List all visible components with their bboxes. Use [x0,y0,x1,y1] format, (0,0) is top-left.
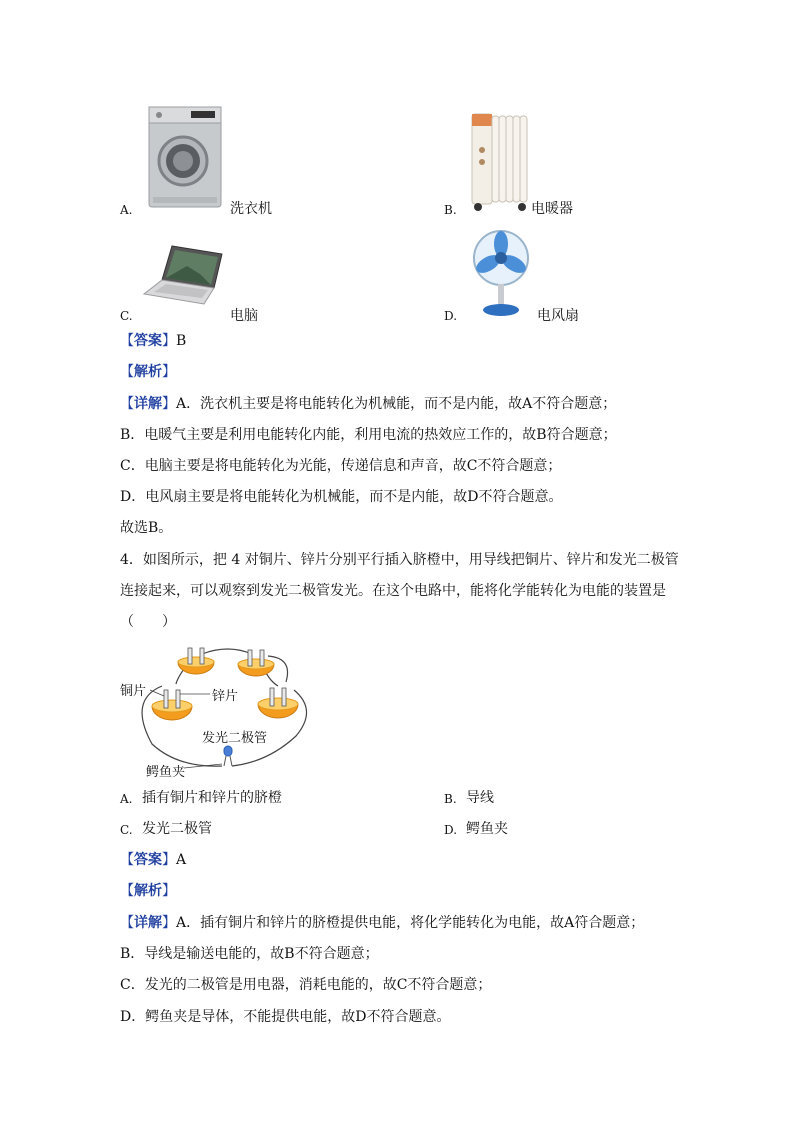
q4-analysis-heading: 【解析】 [120,883,176,899]
q4-stem-line1: 4．如图所示，把 4 对铜片、锌片分别平行插入脐橙中，用导线把铜片、锌片和发光二极管 [120,552,679,568]
option-label: 插有铜片和锌片的脐橙 [142,790,282,806]
option-label: 电脑 [230,308,258,324]
q3-explanation-c: C．电脑主要是将电能转化为光能，传递信息和声音，故C不符合题意； [120,458,562,474]
option-letter: B. [444,203,457,217]
orange-half [178,657,214,674]
answer-tag: 答案 [134,852,162,868]
laptop-icon [142,244,224,306]
q4-explanation-b: B．导线是输送电能的，故B不符合题意； [120,946,379,962]
q3-answer-line: 【答案】B [120,333,187,349]
option-letter: B. [444,792,457,806]
option-label: 洗衣机 [230,201,272,217]
label-copper: 铜片 [120,684,147,699]
orange-half [258,698,298,718]
option-label: 电暖器 [531,201,573,217]
orange-half [152,700,192,720]
option-label: 鳄鱼夹 [466,821,508,837]
option-label: 导线 [466,790,494,806]
q3-analysis-heading: 【解析】 [120,364,176,380]
label-zinc: 锌片 [212,689,239,704]
q4-stem-line2: 连接起来，可以观察到发光二极管发光。在这个电路中，能将化学能转化为电能的装置是 [120,583,666,599]
option-label: 电风扇 [537,308,579,324]
option-letter: D. [444,309,458,323]
option-letter: A. [120,792,133,806]
q4-stem-blank: （ ） [120,614,176,630]
q3-explanation-b: B．电暖气主要是利用电能转化内能，利用电流的热效应工作的，故B符合题意； [120,427,617,443]
washing-machine-icon [147,105,223,209]
led-icon [224,746,232,766]
q4-explanation-c: C．发光的二极管是用电器，消耗电能的，故C不符合题意； [120,977,492,993]
option-letter: A. [120,203,133,217]
q4-explanation-d: D．鳄鱼夹是导体，不能提供电能，故D不符合题意。 [120,1009,451,1025]
label-led: 发光二极管 [202,731,268,746]
orange-half [238,659,274,676]
label-clip: 鳄鱼夹 [146,765,186,780]
orange-battery-diagram [118,640,318,780]
electric-fan-icon [470,230,532,318]
option-letter: C. [120,823,133,837]
q3-explanation-a: 【详解】A．洗衣机主要是将电能转化为机械能，而不是内能，故A不符合题意； [120,396,617,412]
answer-tag: 答案 [134,333,162,349]
answer-value: A [176,852,187,868]
q3-conclusion: 故选B。 [120,520,173,536]
q3-explanation-d: D．电风扇主要是将电能转化为机械能，而不是内能，故D不符合题意。 [120,489,563,505]
oil-heater-icon [468,110,530,212]
option-label: 发光二极管 [142,821,212,837]
option-letter: C. [120,309,133,323]
q4-explanation-a: 【详解】A．插有铜片和锌片的脐橙提供电能，将化学能转化为电能，故A符合题意； [120,915,645,931]
q4-answer-line: 【答案】A [120,852,187,868]
answer-value: B [176,333,187,349]
option-letter: D. [444,823,458,837]
